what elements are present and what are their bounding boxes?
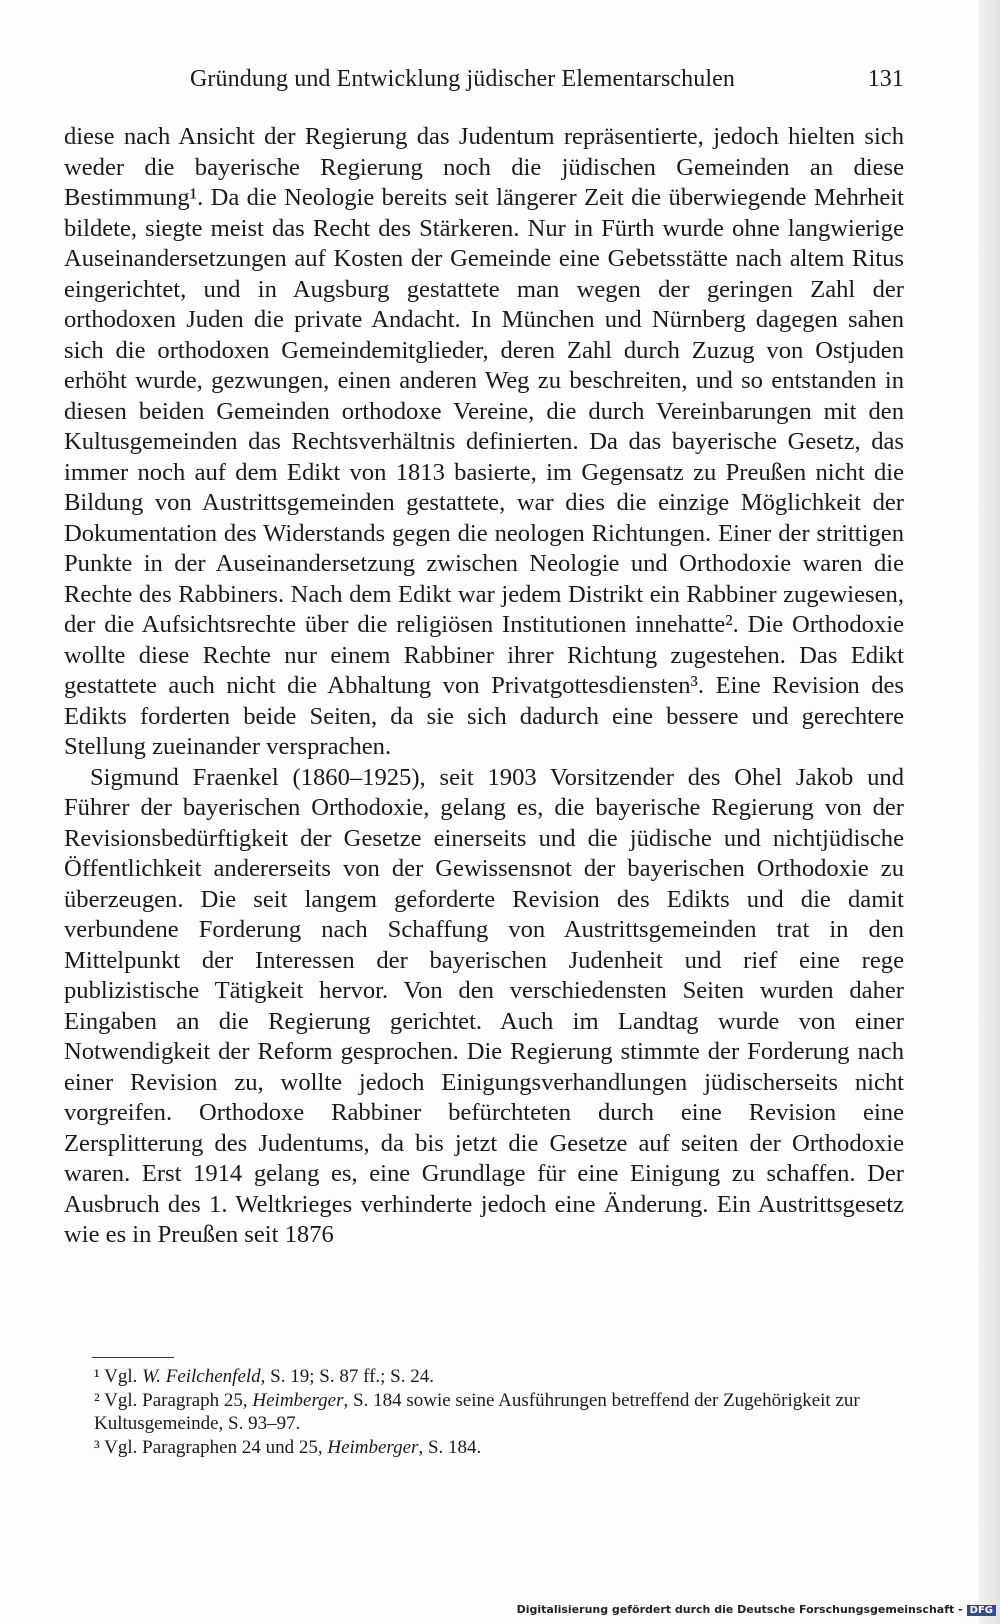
page-number: 131 xyxy=(867,66,904,92)
digitization-credit xyxy=(517,1603,996,1616)
footnote-author: Heimberger xyxy=(252,1389,344,1411)
credit-text: Digitalisierung gefördert durch die Deutsche Forschungsgemeinschaft - xyxy=(516,1603,963,1616)
main-text xyxy=(64,122,904,1251)
footnote-author: Heimberger xyxy=(327,1436,419,1458)
paragraph: Sigmund Fraenkel (1860–1925), seit 1903 Vorsitzender des Ohel Jakob und Führer der bayerischen Orthodoxie, gelang es, die bayerische Regierung von der Revisionsbedürftigkeit der Gesetze einerseits und die jüdische und nichtjüdische Öffentlichkeit andererseits von der Gewissensnot der bayerischen Orthodoxie zu überzeugen. Die seit langem geforderte Revision des Edikts und die damit verbundene Forderung nach Schaffung von Austrittsgemeinden trat in den Mittelpunkt der Interessen der bayerischen Judenheit und rief eine rege publizistische Tätigkeit hervor. Von den verschiedensten Seiten wurden daher Eingaben an die Regierung gerichtet. Auch im Landtag wurde von einer Notwendigkeit der Reform gesprochen. Die Regierung stimmte der Forderung nach einer Revision zu, wollte jedoch Einigungsverhandlungen jüdischerseits nicht vorgreifen. Orthodoxe Rabbiner befürchteten durch eine Revision eine Zersplitterung des Judentums, da bis jetzt die Gesetze auf seiten der Orthodoxie waren. Erst 1914 gelang es, eine Grundlage für eine Einigung zu schaffen. Der Ausbruch des 1. Weltkrieges verhinderte jedoch eine Änderung. Ein Austrittsgesetz wie es in Preußen seit 1876 xyxy=(64,763,904,1248)
footnote-text: , S. 184. xyxy=(418,1436,482,1458)
footnotes xyxy=(70,1365,904,1459)
running-title: Gründung und Entwicklung jüdischer Elementarschulen xyxy=(190,66,735,92)
paragraph: diese nach Ansicht der Regierung das Judentum repräsentierte, jedoch hielten sich weder die bayerische Regierung noch die jüdischen Gemeinden an diese Bestimmung¹. Da die Neologie bereits seit längerer Zeit die überwiegende Mehrheit bildete, siegte meist das Recht des Stärkeren. Nur in Fürth wurde ohne langwierige Auseinandersetzungen auf Kosten der Gemeinde eine Gebetsstätte nach altem Ritus eingerichtet, und in Augsburg gestattete man wegen der geringen Zahl der orthodoxen Juden die private Andacht. In München und Nürnberg dagegen sahen sich die orthodoxen Gemeindemitglieder, deren Zahl durch Zuzug von Ostjuden erhöht wurde, gezwungen, einen anderen Weg zu beschreiten, und so entstanden in diesen beiden Gemeinden orthodoxe Vereine, die durch Vereinbarungen mit den Kultusgemeinden das Rechtsverhältnis definierten. Da das bayerische Gesetz, das immer noch auf dem Edikt von 1813 basierte, im Gegensatz zu Preußen nicht die Bildung von Austrittsgemeinden gestattete, war dies die einzige Möglichkeit der Dokumentation des Widerstands gegen die neologen Richtungen. Einer der strittigen Punkte in der Auseinandersetzung zwischen Neologie und Orthodoxie waren die Rechte des Rabbiners. Nach dem Edikt war jedem Distrikt ein Rabbiner zugewiesen, der die Aufsichtsrechte über die religiösen Institutionen innehatte². Die Orthodoxie wollte diese Rechte nur einem Rabbiner ihrer Richtung zugestehen. Das Edikt gestattete auch nicht die Abhaltung von Privatgottesdiensten³. Eine Revision des Edikts forderten beide Seiten, da sie sich dadurch eine bessere und gerechtere Stellung zueinander versprachen. xyxy=(64,123,904,760)
footnote xyxy=(70,1365,904,1389)
scan-edge xyxy=(978,0,1000,1624)
footnote-text: , S. 19; S. 87 ff.; S. 24. xyxy=(260,1366,434,1387)
footnote-text: Vgl. Paragraphen 24 und 25, xyxy=(104,1436,328,1458)
footnote xyxy=(70,1436,904,1460)
footnote xyxy=(70,1389,904,1436)
footnote-text: , S. 184 sowie seine Ausführungen betreffend der Zugehörigkeit zur Kultusgemeinde, S. 93–97. xyxy=(94,1389,860,1434)
dfg-logo: DFG xyxy=(967,1605,996,1616)
footnote-text: Vgl. xyxy=(104,1366,143,1387)
footnote-number: ² xyxy=(94,1389,100,1411)
footnote-divider xyxy=(92,1357,174,1358)
footnote-author: W. Feilchenfeld xyxy=(142,1366,261,1387)
footnote-text: Vgl. Paragraph 25, xyxy=(104,1389,253,1411)
footnote-number: ¹ xyxy=(94,1366,100,1387)
footnote-number: ³ xyxy=(94,1436,100,1458)
